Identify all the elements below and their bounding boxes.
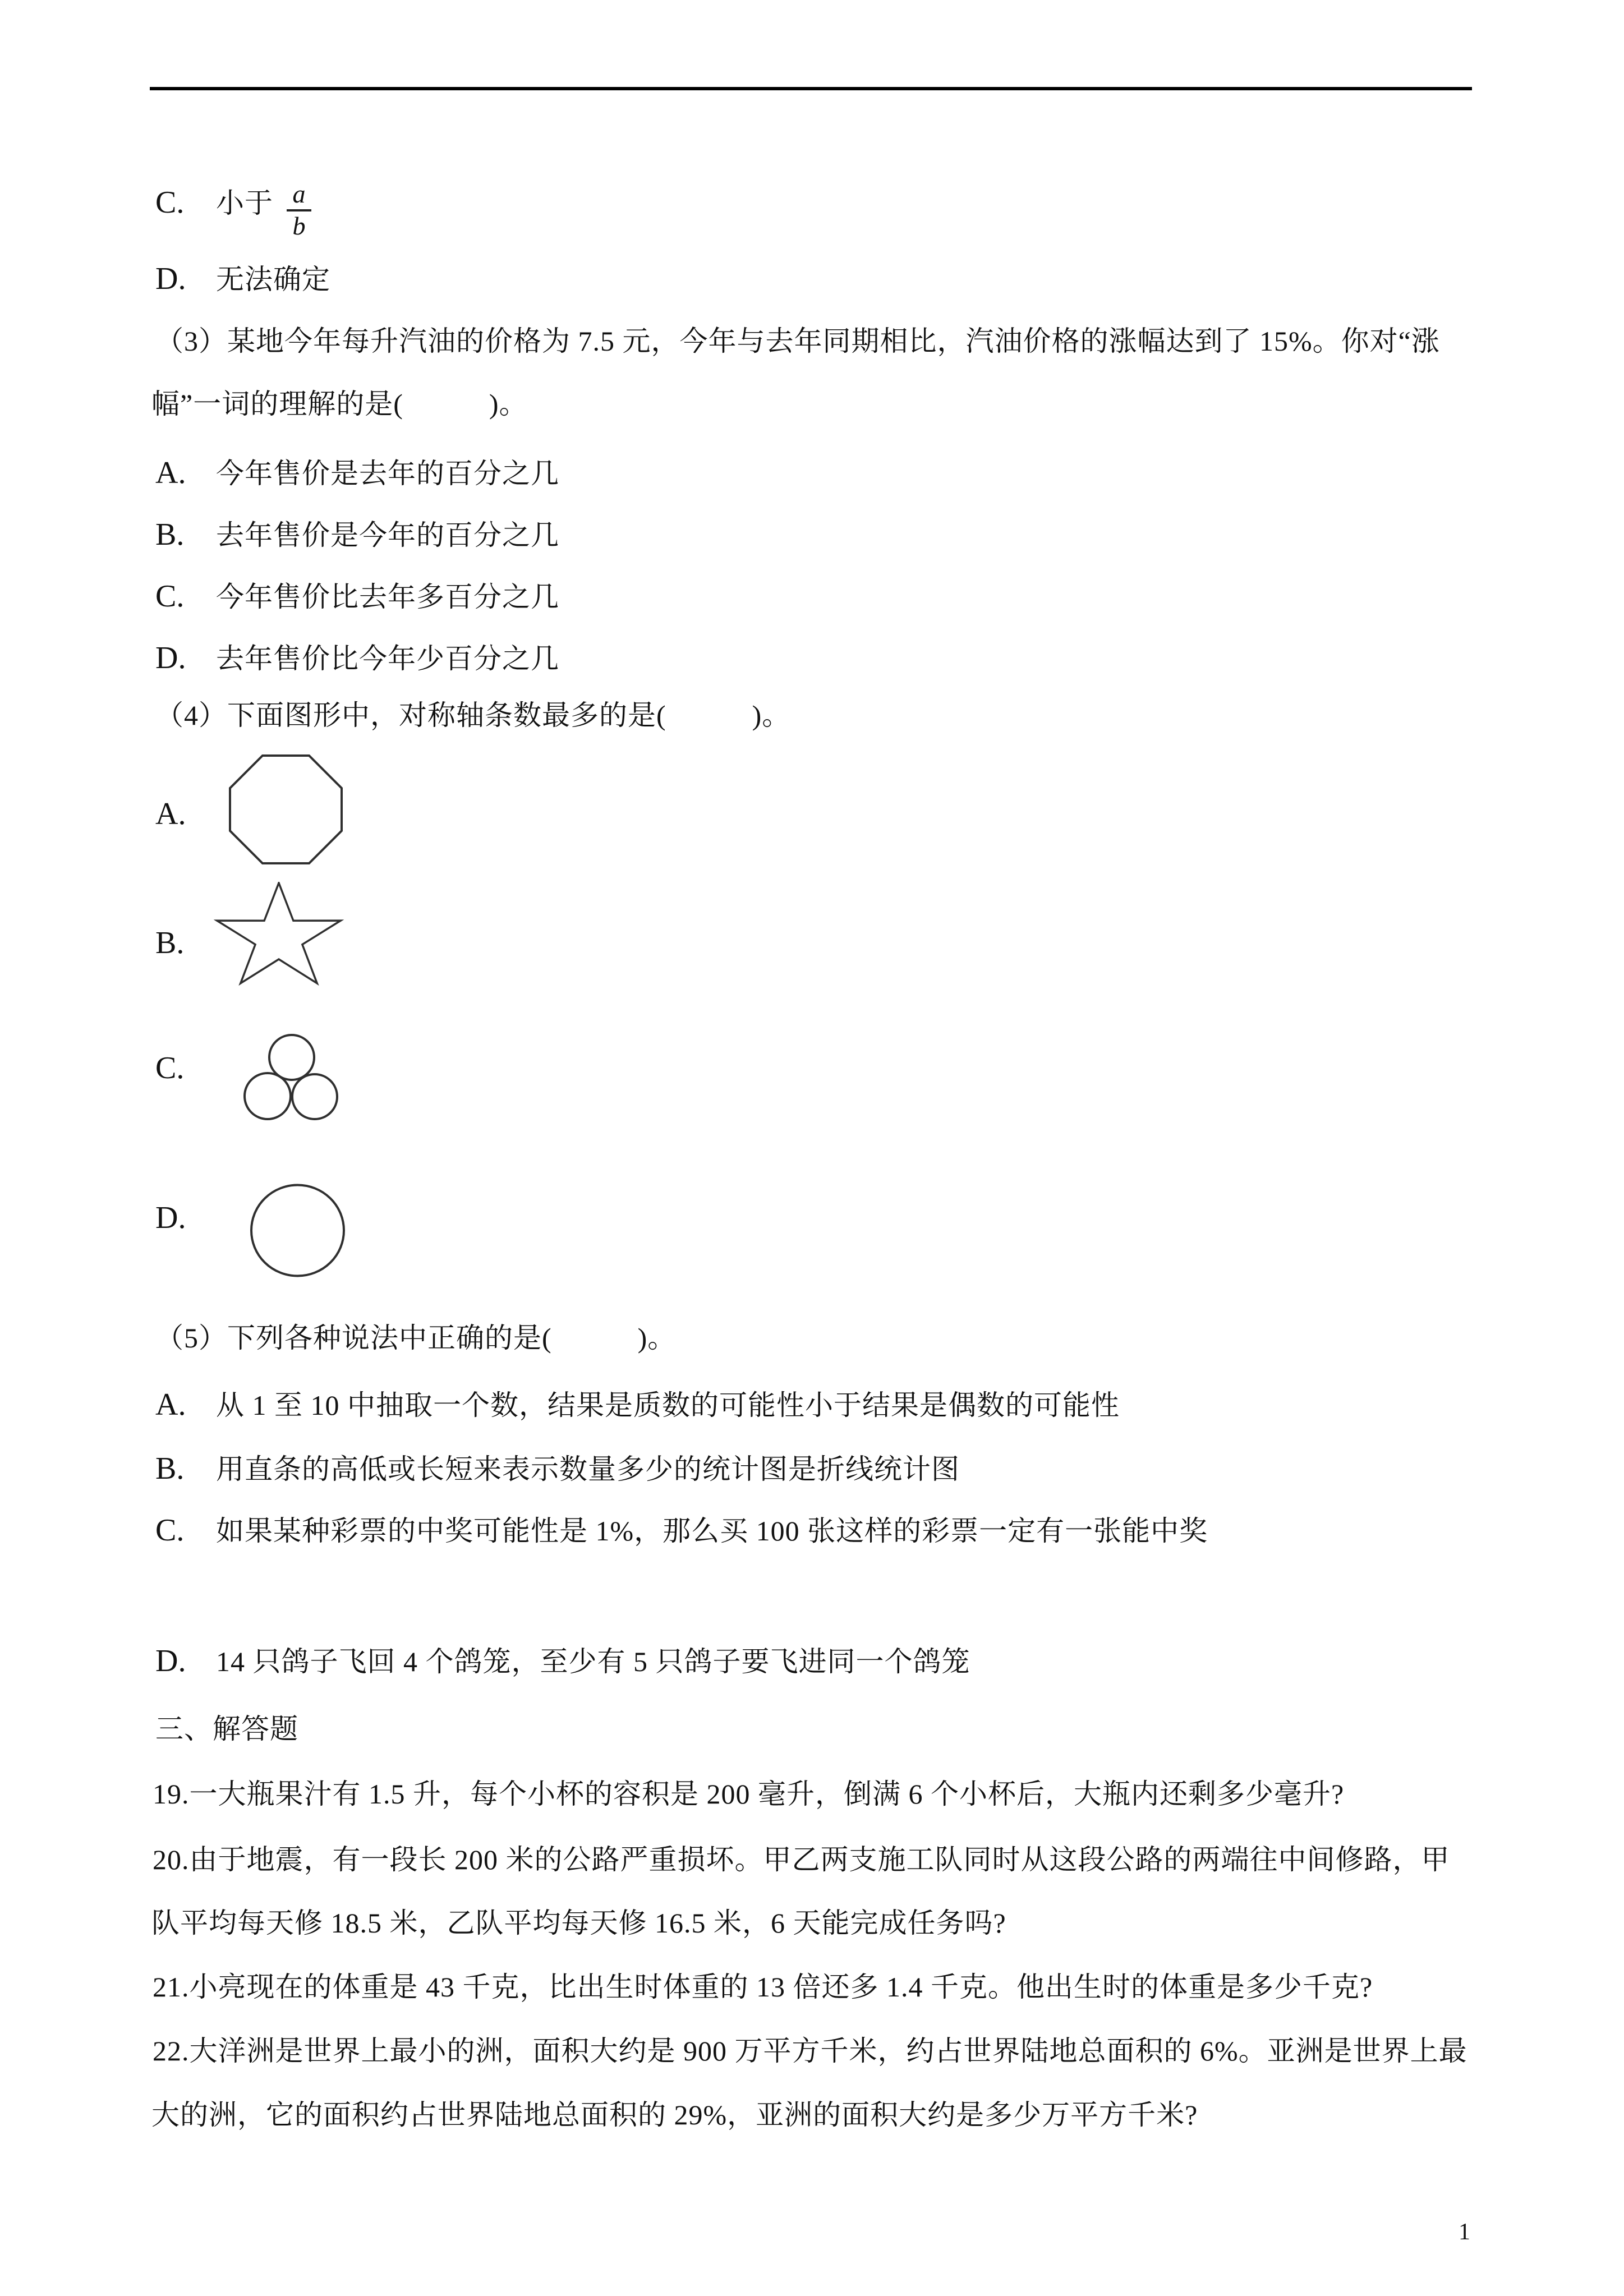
option-label: C. bbox=[155, 1513, 185, 1548]
option-label: C. bbox=[155, 579, 185, 614]
question4-option-c-label: C. bbox=[155, 1051, 185, 1085]
option-text: 从 1 至 10 中抽取一个数，结果是质数的可能性小于结果是偶数的可能性 bbox=[216, 1389, 1120, 1421]
option-label: D. bbox=[155, 641, 186, 675]
option-label: C. bbox=[155, 185, 185, 220]
question4-stem: （4）下面图形中，对称轴条数最多的是( )。 bbox=[155, 700, 791, 731]
question3-stem-line2: 幅”一词的理解的是( )。 bbox=[151, 388, 528, 420]
question5-option-d bbox=[155, 1639, 970, 1680]
option-text: 无法确定 bbox=[216, 264, 330, 295]
question4-option-b-label: B. bbox=[155, 926, 185, 960]
question3-stem-line1: （3）某地今年每升汽油的价格为 7.5 元，今年与去年同期相比，汽油价格的涨幅达到了 15%。你对“涨 bbox=[155, 325, 1440, 357]
question4-option-d-label: D. bbox=[155, 1200, 186, 1235]
option-text: 如果某种彩票的中奖可能性是 1%，那么买 100 张这样的彩票一定有一张能中奖 bbox=[216, 1515, 1208, 1547]
prev-option-c bbox=[155, 181, 311, 240]
option-label: B. bbox=[155, 1451, 185, 1486]
option-label: A. bbox=[155, 1387, 186, 1422]
option-label: A. bbox=[155, 455, 186, 490]
question3-option-a bbox=[155, 451, 559, 491]
question3-option-d bbox=[155, 636, 559, 677]
problem-19: 19.一大瓶果汁有 1.5 升，每个小杯的容积是 200 毫升，倒满 6 个小杯后，大瓶内还剩多少毫升? bbox=[153, 1778, 1345, 1810]
option-text: 14 只鸽子飞回 4 个鸽笼，至少有 5 只鸽子要飞进同一个鸽笼 bbox=[216, 1646, 970, 1677]
question5-option-c bbox=[155, 1508, 1208, 1549]
option-text: 用直条的高低或长短来表示数量多少的统计图是折线统计图 bbox=[216, 1453, 960, 1485]
option-text: 今年售价是去年的百分之几 bbox=[216, 458, 559, 489]
fraction-numerator: a bbox=[292, 180, 306, 209]
problem-21: 21.小亮现在的体重是 43 千克，比出生时体重的 13 倍还多 1.4 千克。他出生时的体重是多少千克? bbox=[153, 1971, 1373, 2003]
problem-20-line2: 队平均每天修 18.5 米，乙队平均每天修 16.5 米，6 天能完成任务吗? bbox=[151, 1907, 1006, 1939]
option-label: B. bbox=[155, 517, 185, 552]
option-label: D. bbox=[155, 1644, 186, 1678]
octagon-shape bbox=[228, 753, 344, 866]
star-shape bbox=[214, 882, 344, 994]
option-label: D. bbox=[155, 261, 186, 296]
option-text: 小于 bbox=[216, 187, 273, 219]
fraction-denominator: b bbox=[292, 211, 306, 241]
problem-22-line1: 22.大洋洲是世界上最小的洲，面积大约是 900 万平方千米，约占世界陆地总面积的 6%。亚洲是世界上最 bbox=[153, 2035, 1467, 2067]
problem-22-line2: 大的洲，它的面积约占世界陆地总面积的 29%，亚洲的面积大约是多少万平方千米? bbox=[151, 2099, 1198, 2131]
circle-shape bbox=[250, 1183, 346, 1278]
section3-heading: 三、解答题 bbox=[155, 1713, 298, 1745]
question5-option-a bbox=[155, 1383, 1120, 1423]
problem-20-line1: 20.由于地震，有一段长 200 米的公路严重损坏。甲乙两支施工队同时从这段公路的两端往中间修路，甲 bbox=[153, 1844, 1450, 1875]
question5-stem: （5）下列各种说法中正确的是( )。 bbox=[155, 1322, 677, 1354]
header-rule bbox=[150, 87, 1472, 90]
option-text: 今年售价比去年多百分之几 bbox=[216, 581, 559, 613]
fraction-a-over-b bbox=[287, 181, 311, 240]
option-text: 去年售价比今年少百分之几 bbox=[216, 643, 559, 674]
question4-option-a-label: A. bbox=[155, 797, 186, 831]
question3-option-c bbox=[155, 574, 559, 615]
three-circles-shape bbox=[243, 1033, 338, 1121]
prev-option-d bbox=[155, 257, 330, 297]
option-text: 去年售价是今年的百分之几 bbox=[216, 519, 559, 551]
question5-option-b bbox=[155, 1447, 960, 1487]
question3-option-b bbox=[155, 513, 559, 553]
page-number: 1 bbox=[1459, 2219, 1470, 2245]
